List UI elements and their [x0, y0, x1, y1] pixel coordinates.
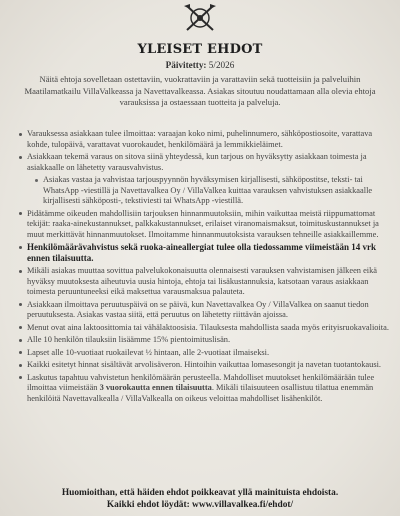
terms-list — [8, 129, 390, 406]
updated-label: Päivitetty: — [165, 60, 207, 70]
terms-item: Varauksessa asiakkaan tulee ilmoittaa: varaajan koko nimi, puhelinnumero, sähköpostiosoite, varattava kohde, tulopäivä, varattavat vuorokaudet, henkilömäärä ja lemmikkieläimet. — [19, 129, 390, 150]
terms-item: Pidätämme oikeuden mahdollisiin tarjouksen hinnanmuutoksiin, mihin vaikuttaa meistä riippumattomat tekijät: raaka-ainekustannukset, palkkakustannukset, erilaiset viranomaismaksut, toimituskustannukset ja muut merkittävät hinnanmuutokset. Ilmoitamme hinnanmuutoksista varauksen tehneille asiakkaillemme. — [19, 209, 390, 241]
terms-item: Lapset alle 10-vuotiaat ruokailevat ½ hintaan, alle 2-vuotiaat ilmaiseksi. — [19, 348, 390, 359]
terms-item: Kaikki esitetyt hinnat sisältävät arvolisäveron. Hintoihin vaikuttaa lomasesongit ja navetan tuotantokausi. — [19, 360, 390, 371]
footer-line-weddings: Huomioithan, että häiden ehdot poikkeavat yllä mainituista ehdoista. — [61, 488, 339, 498]
crossed-tools-emblem-icon — [183, 3, 217, 33]
footer-line-link: Kaikki ehdot löydät: www.villavalkea.fi/ehdot/ — [106, 500, 294, 510]
footer-note — [0, 487, 400, 511]
terms-item: Alle 10 henkilön tilauksiin lisäämme 15% pientoimituslisän. — [19, 335, 390, 346]
page-title: YLEISET EHDOT — [137, 42, 263, 57]
terms-item: Asiakkaan tekemä varaus on sitova siinä yhteydessä, kun tarjous on hyväksytty asiakkaan toimesta ja asiakkaalle on lähetetty varausvahvistus. — [19, 152, 390, 173]
updated-date — [0, 60, 400, 70]
terms-sub-item: Asiakas vastaa ja vahvistaa tarjouspyynnön hyväksymisen kirjallisesti, sähköpostitse, teksti- tai WhatsApp -viestillä ja Navettavalkea Oy / VillaValkea kuittaa varauksen vahvistuksen asiakkaalle kirjallisesti sähköposti-, tekstiviesti tai WhatsApp -viestillä. — [35, 175, 390, 207]
terms-item: Henkilömäärävahvistus sekä ruoka-aineallergiat tulee olla tiedossamme viimeistään 14 vrk ennen tilaisuutta. — [19, 242, 390, 264]
terms-item: Asiakkaan ilmoittava peruutuspäivä on se päivä, kun Navettavalkea Oy / VillaValkea on saanut tiedon peruutuksesta. Asiakas vastaa siitä, että peruutus on lähetetty riittävän ajoissa. — [19, 300, 390, 321]
terms-item-emphasis: 3 vuorokautta ennen tilaisuutta — [99, 383, 212, 393]
intro-text: Näitä ehtoja sovelletaan ostettaviin, vuokrattaviin ja varattaviin sekä tuotteisiin ja palveluihin Maatilamatkailu VillaValkeassa ja Navettavalkeassa. Asiakas sitoutuu noudattamaan alla olevia ehtoja varauksissa ja ostaessaan tuotteita ja palveluja. — [24, 74, 376, 108]
terms-item: Menut ovat aina laktoosittomia tai vähälaktoosisia. Tilauksesta mahdollista saada myös erityisruokavalioita. — [19, 323, 390, 334]
terms-item: Laskutus tapahtuu vahvistetun henkilömäärän perusteella. Mahdolliset muutokset henkilömäärään tulee ilmoittaa viimeistään 3 vuorokautta ennen tilaisuutta. Mikäli tilaisuuteen osallistuu tilattua enemmän henkilöitä Navettavalkealla / VillaValkealla on oikeus veloittaa mahdolliset lisähenkilöt. — [19, 373, 390, 405]
terms-item: Mikäli asiakas muuttaa sovittua palvelukokonaisuutta olennaisesti varauksen vahvistamisen jälkeen eikä hyväksy muutoksesta aiheutuvia uusia hintoja, ehtoja tai lisäkustannuksia, katsotaan varaus asiakkaan toimesta peruuntuneeksi eikä maksettua varausmaksua palauteta. — [19, 266, 390, 298]
updated-value: 5/2026 — [208, 60, 235, 70]
